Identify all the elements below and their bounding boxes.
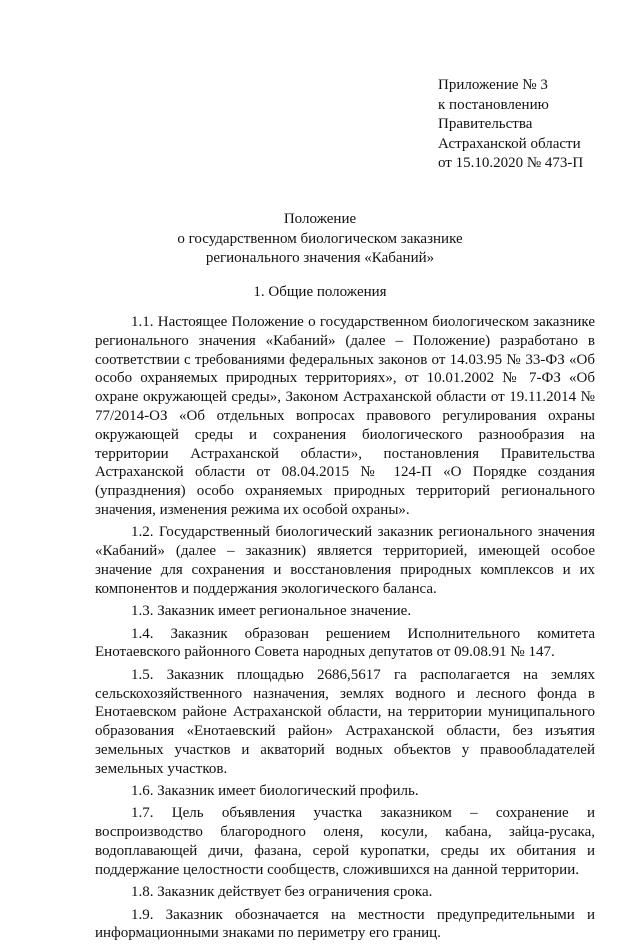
title-line: о государственном биологическом заказнике	[177, 230, 463, 247]
appendix-line: Приложение № 3	[438, 77, 548, 93]
appendix-block	[438, 76, 583, 174]
paragraph-1-2: 1.2. Государственный биологический заказник регионального значения «Кабаний» (далее – заказник) является территорией, имеющей особое значение для сохранения и восстановления природных комплексов и их компонентов и поддержания экологического баланса.	[95, 524, 595, 597]
appendix-line: Астраханской области	[438, 135, 581, 152]
paragraph-1-7: 1.7. Цель объявления участка заказником – сохранение и воспроизводство благородного оленя, косули, кабана, зайца-русака, водоплавающей дичи, фазана, серой куропатки, среды их обитания и поддержание целостности сообществ, сложившихся на данной территории.	[95, 805, 595, 878]
section-heading: 1. Общие положения	[253, 284, 387, 300]
title-line: регионального значения «Кабаний»	[205, 250, 435, 267]
title-line: Положение	[283, 211, 357, 227]
paragraph-1-1: 1.1. Настоящее Положение о государственном биологическом заказнике регионального значения «Кабаний» (далее – Положение) разработано в соответствии с требованиями федеральных законов от 14.03.95 № 33-ФЗ «Об особо охраняемых природных территориях», от 10.01.2002 № 7-ФЗ «Об охране окружающей среды», Законом Астраханской области от 19.11.2014 № 77/2014-ОЗ «Об отдельных вопросах правового регулирования охраны окружающей среды и сохранения биологического разнообразия на территории Астраханской области», постановления Правительства Астраханской области от 08.04.2015 № 124-П «О Порядке создания (упразднения) особо охраняемых природных территорий регионального значения, изменения режима их особой охраны».	[95, 314, 595, 518]
appendix-line: Правительства	[438, 116, 533, 133]
paragraph-1-5: 1.5. Заказник площадью 2686,5617 га располагается на землях сельскохозяйственного назначения, землях водного и лесного фонда в Енотаевском районе Астраханской области, на территории муниципального образования «Енотаевский район» Астраханской области, без изъятия земельных участков и акваторий водных объектов у правообладателей земельных участков.	[95, 666, 595, 777]
paragraph-1-6: 1.6. Заказник имеет биологический профиль.	[131, 783, 419, 800]
document-body	[95, 313, 595, 947]
paragraph-1-3: 1.3. Заказник имеет региональное значение.	[131, 603, 412, 620]
appendix-line: от 15.10.2020 № 473-П	[438, 155, 584, 172]
document-title	[0, 210, 640, 269]
paragraph-1-4: 1.4. Заказник образован решением Исполнительного комитета Енотаевского районного Совета народных депутатов от 09.08.91 № 147.	[95, 625, 595, 661]
paragraph-1-9: 1.9. Заказник обозначается на местности предупредительными и информационными знаками по периметру его границ.	[95, 906, 595, 942]
paragraph-1-8: 1.8. Заказник действует без ограничения срока.	[131, 884, 433, 901]
appendix-line: к постановлению	[438, 96, 549, 113]
